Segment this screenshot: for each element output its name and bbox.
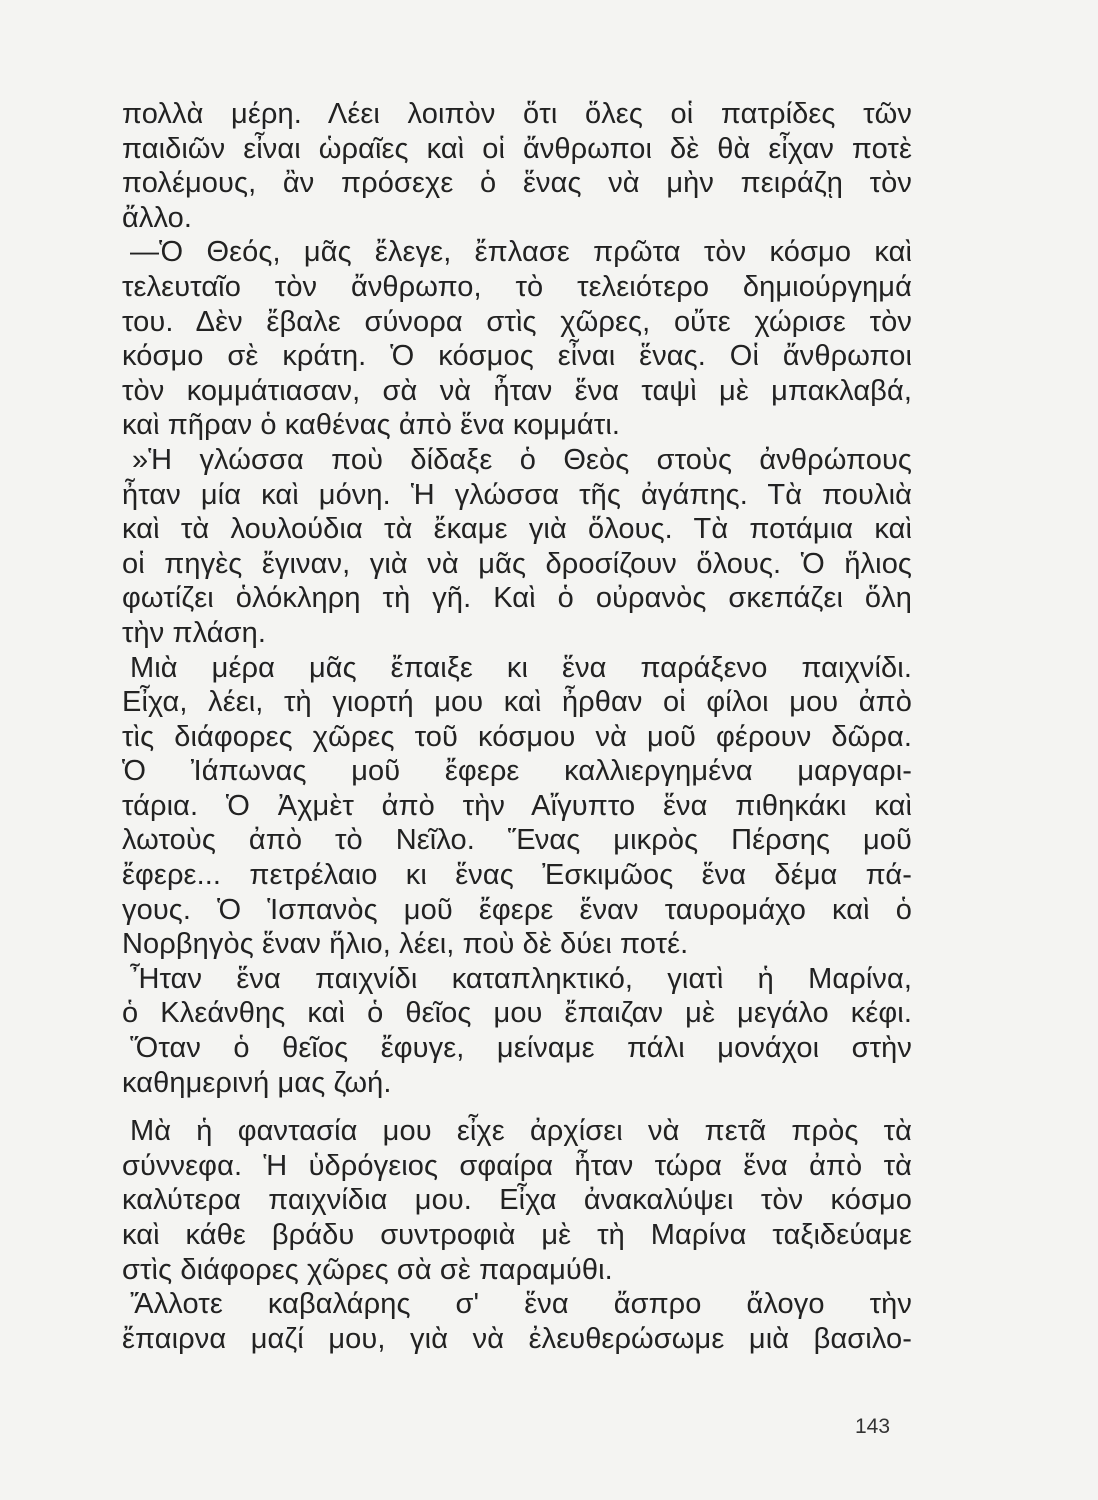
text-line: οἱ πηγὲς ἔγιναν, γιὰ νὰ μᾶς δροσίζουν ὅλους. Ὁ ἥλιος <box>122 547 912 580</box>
text-line: ἦταν μία καὶ μόνη. Ἡ γλώσσα τῆς ἀγάπης. Τὰ πουλιὰ <box>122 478 912 511</box>
text-line: στὶς διάφορες χῶρες σὰ σὲ παραμύθι. <box>122 1253 613 1286</box>
text-line: τὴν πλάση. <box>122 616 267 649</box>
text-line: λωτοὺς ἀπὸ τὸ Νεῖλο. Ἕνας μικρὸς Πέρσης μοῦ <box>122 824 912 857</box>
text-line: Μὰ ἡ φαντασία μου εἶχε ἀρχίσει νὰ πετᾶ πρὸς τὰ <box>130 1115 912 1148</box>
text-line: —Ὁ Θεός, μᾶς ἔλεγε, ἔπλασε πρῶτα τὸν κόσμο καὶ <box>130 236 912 269</box>
text-line: πολλὰ μέρη. Λέει λοιπὸν ὅτι ὅλες οἱ πατρίδες τῶν <box>122 98 912 130</box>
text-line: Εἶχα, λέει, τὴ γιορτή μου καὶ ἦρθαν οἱ φίλοι μου ἀπὸ <box>122 686 912 719</box>
page-number: 143 <box>855 1415 891 1438</box>
text-line: Ὁ Ἰάπωνας μοῦ ἔφερε καλλιεργημένα μαργαρι- <box>122 755 912 788</box>
text-line: τελευταῖο τὸν ἄνθρωπο, τὸ τελειότερο δημιούργημά <box>122 270 912 303</box>
text-line: καὶ πῆραν ὁ καθένας ἀπὸ ἕνα κομμάτι. <box>122 409 621 442</box>
text-line: κόσμο σὲ κράτη. Ὁ κόσμος εἶναι ἕνας. Οἱ ἄνθρωποι <box>122 340 912 373</box>
text-line: πολέμους, ἂν πρόσεχε ὁ ἕνας νὰ μὴν πειράζῃ τὸν <box>122 167 912 200</box>
text-line: Ἦταν ἕνα παιχνίδι καταπληκτικό, γιατὶ ἡ Μαρίνα, <box>130 962 912 995</box>
text-line: ἔφερε... πετρέλαιο κι ἕνας Ἐσκιμῶος ἕνα δέμα πά- <box>122 859 912 892</box>
text-line: τάρια. Ὁ Ἀχμὲτ ἀπὸ τὴν Αἴγυπτο ἕνα πιθηκάκι καὶ <box>122 789 912 822</box>
body-text <box>122 97 912 1356</box>
text-line: Ἄλλοτε καβαλάρης σ' ἕνα ἄσπρο ἄλογο τὴν <box>130 1288 912 1321</box>
text-line: »Ἡ γλώσσα ποὺ δίδαξε ὁ Θεὸς στοὺς ἀνθρώπους <box>132 443 912 476</box>
text-line: ἄλλο. <box>122 201 193 234</box>
text-line: τὶς διάφορες χῶρες τοῦ κόσμου νὰ μοῦ φέρουν δῶρα. <box>122 720 912 753</box>
text-line: Ὅταν ὁ θεῖος ἔφυγε, μείναμε πάλι μονάχοι στὴν <box>130 1032 912 1065</box>
text-line: καθημερινή μας ζωή. <box>122 1066 392 1099</box>
text-line: γους. Ὁ Ἱσπανὸς μοῦ ἔφερε ἕναν ταυρομάχο καὶ ὁ <box>122 893 912 926</box>
text-line: φωτίζει ὁλόκληρη τὴ γῆ. Καὶ ὁ οὐρανὸς σκεπάζει ὅλη <box>122 582 912 615</box>
text-line: ἔπαιρνα μαζί μου, γιὰ νὰ ἐλευθερώσωμε μιὰ βασιλο- <box>122 1322 912 1355</box>
text-line: καὶ κάθε βράδυ συντροφιὰ μὲ τὴ Μαρίνα ταξιδεύαμε <box>122 1219 912 1251</box>
text-line: ὁ Κλεάνθης καὶ ὁ θεῖος μου ἔπαιζαν μὲ μεγάλο κέφι. <box>122 997 912 1030</box>
text-line: σύννεφα. Ἡ ὑδρόγειος σφαίρα ἦταν τώρα ἕνα ἀπὸ τὰ <box>122 1149 912 1182</box>
text-line: καὶ τὰ λουλούδια τὰ ἔκαμε γιὰ ὅλους. Τὰ ποτάμια καὶ <box>122 513 912 546</box>
text-line: καλύτερα παιχνίδια μου. Εἶχα ἀνακαλύψει τὸν κόσμο <box>122 1184 912 1217</box>
text-line: του. Δὲν ἔβαλε σύνορα στὶς χῶρες, οὔτε χώρισε τὸν <box>122 305 912 338</box>
text-line: Μιὰ μέρα μᾶς ἔπαιξε κι ἕνα παράξενο παιχνίδι. <box>130 651 912 684</box>
text-line: τὸν κομμάτιασαν, σὰ νὰ ἦταν ἕνα ταψὶ μὲ μπακλαβά, <box>122 374 912 407</box>
paragraph-gap <box>122 1100 912 1114</box>
text-line: παιδιῶν εἶναι ὡραῖες καὶ οἱ ἄνθρωποι δὲ θὰ εἶχαν ποτὲ <box>122 132 912 165</box>
text-line: Νορβηγὸς ἕναν ἥλιο, λέει, ποὺ δὲ δύει ποτέ. <box>122 928 689 961</box>
